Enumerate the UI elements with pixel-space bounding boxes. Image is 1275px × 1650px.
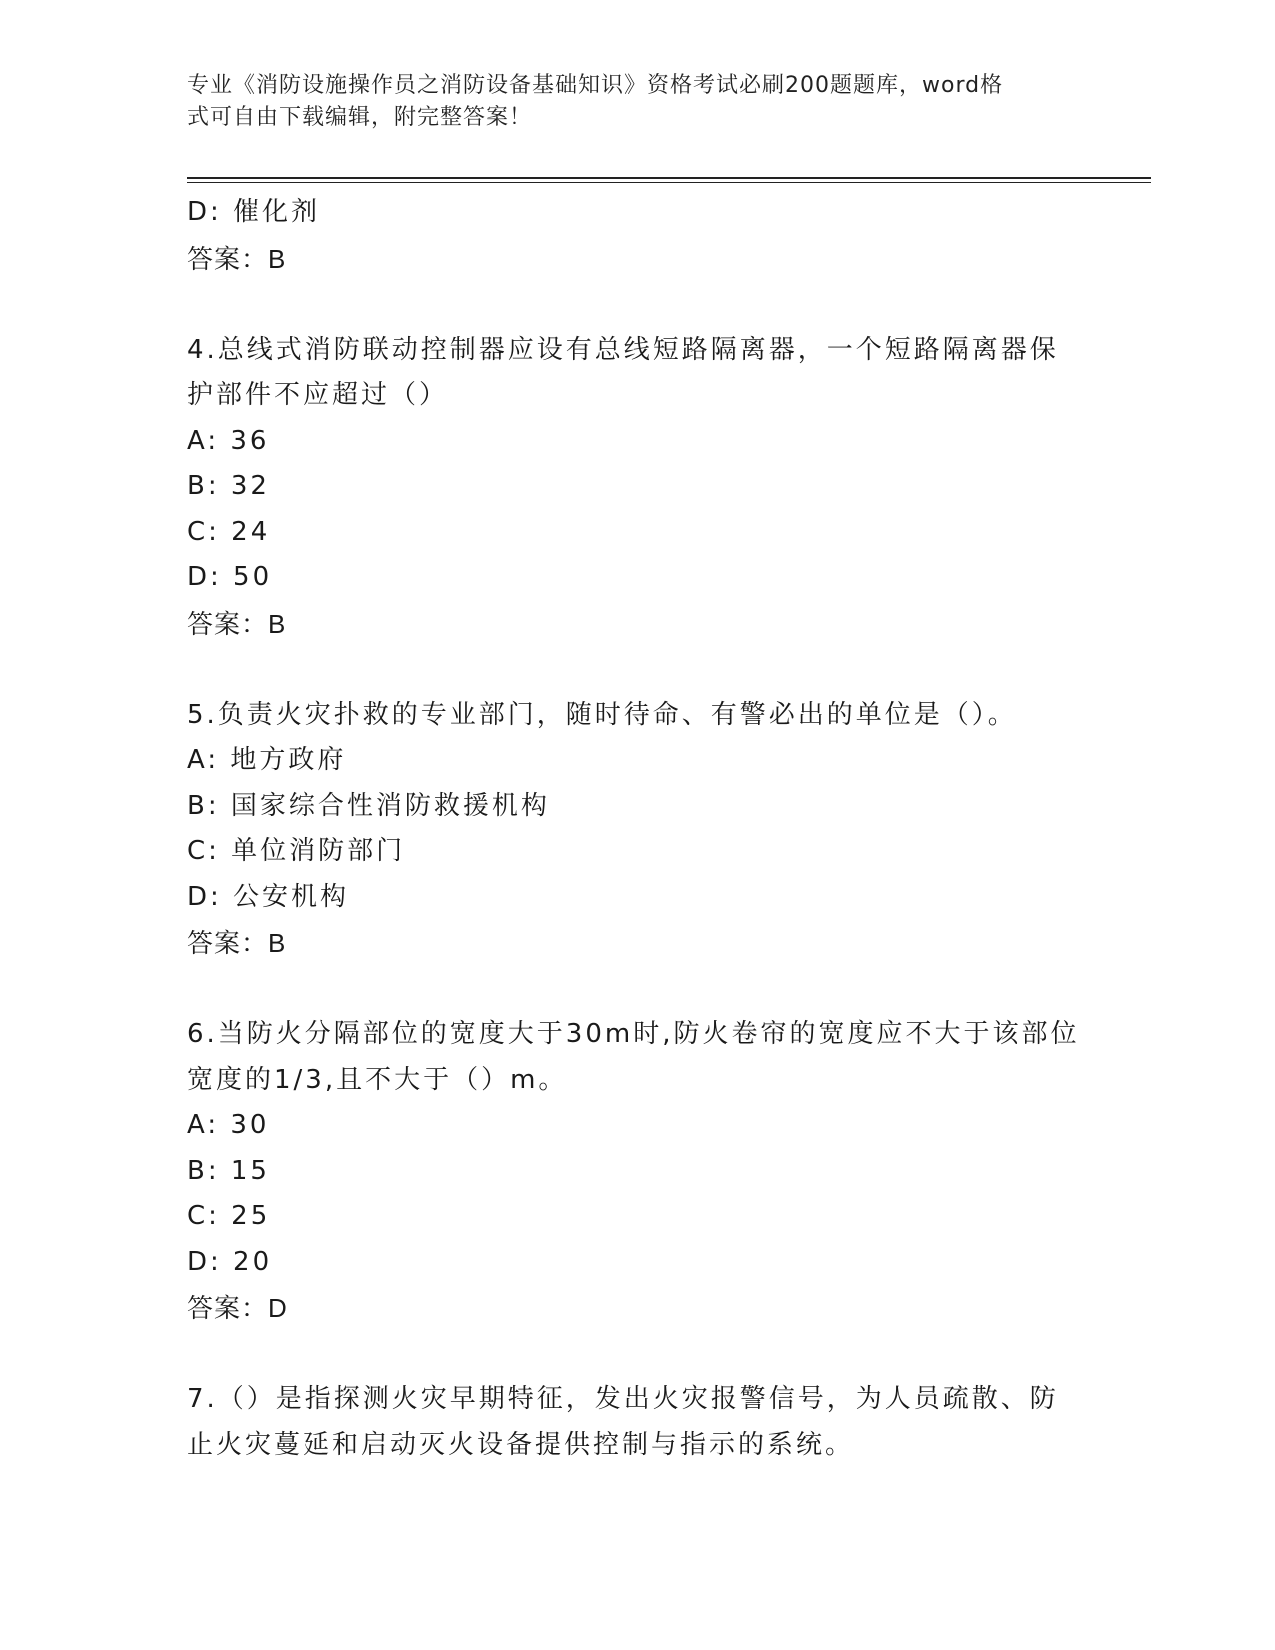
question-list bbox=[187, 190, 1087, 1468]
option-d: D: 20 bbox=[187, 1246, 273, 1277]
document-header bbox=[187, 70, 1067, 134]
header-line-1: 专业《消防设施操作员之消防设备基础知识》资格考试必刷200题题库，word格 bbox=[187, 73, 1004, 98]
question-text: 6.当防火分隔部位的宽度大于30m时,防火卷帘的宽度应不大于该部位 bbox=[187, 1019, 1080, 1049]
spacer bbox=[187, 1331, 1087, 1377]
option-b: B: 32 bbox=[187, 471, 270, 501]
option-b: B: 国家综合性消防救援机构 bbox=[187, 790, 550, 821]
spacer bbox=[187, 647, 1087, 693]
spacer bbox=[187, 282, 1087, 328]
option-c: C: 单位消防部门 bbox=[187, 836, 406, 866]
question-6 bbox=[187, 1012, 1087, 1331]
option-c: C: 24 bbox=[187, 516, 271, 547]
question-7 bbox=[187, 1377, 1087, 1468]
spacer bbox=[187, 966, 1087, 1012]
option-c: C: 25 bbox=[187, 1201, 271, 1231]
answer-label: 答案：B bbox=[187, 243, 287, 274]
answer-label: 答案：B bbox=[187, 928, 287, 958]
question-text: 宽度的1/3,且不大于（）m。 bbox=[187, 1064, 568, 1095]
question-4 bbox=[187, 328, 1087, 647]
answer-label: 答案：D bbox=[187, 1293, 288, 1323]
question-text: 护部件不应超过（） bbox=[187, 380, 449, 410]
option-b: B: 15 bbox=[187, 1155, 270, 1186]
option-d: D: 公安机构 bbox=[187, 881, 350, 912]
question-text: 5.负责火灾扑救的专业部门，随时待命、有警必出的单位是（）。 bbox=[187, 699, 1017, 730]
answer-label: 答案：B bbox=[187, 608, 287, 639]
header-line-2: 式可自由下载编辑，附完整答案！ bbox=[187, 105, 533, 130]
option-d: D: 50 bbox=[187, 562, 273, 592]
option-d: D: 催化剂 bbox=[187, 197, 321, 227]
question-text: 4.总线式消防联动控制器应设有总线短路隔离器，一个短路隔离器保 bbox=[187, 334, 1059, 365]
option-a: A: 30 bbox=[187, 1110, 270, 1140]
header-divider bbox=[187, 177, 1151, 183]
question-text: 止火灾蔓延和启动灭火设备提供控制与指示的系统。 bbox=[187, 1429, 855, 1460]
question-5 bbox=[187, 693, 1087, 967]
option-a: A: 地方政府 bbox=[187, 745, 347, 775]
option-a: A: 36 bbox=[187, 425, 270, 456]
question-text: 7.（）是指探测火灾早期特征，发出火灾报警信号，为人员疏散、防 bbox=[187, 1384, 1059, 1414]
question-3-tail bbox=[187, 190, 1087, 282]
